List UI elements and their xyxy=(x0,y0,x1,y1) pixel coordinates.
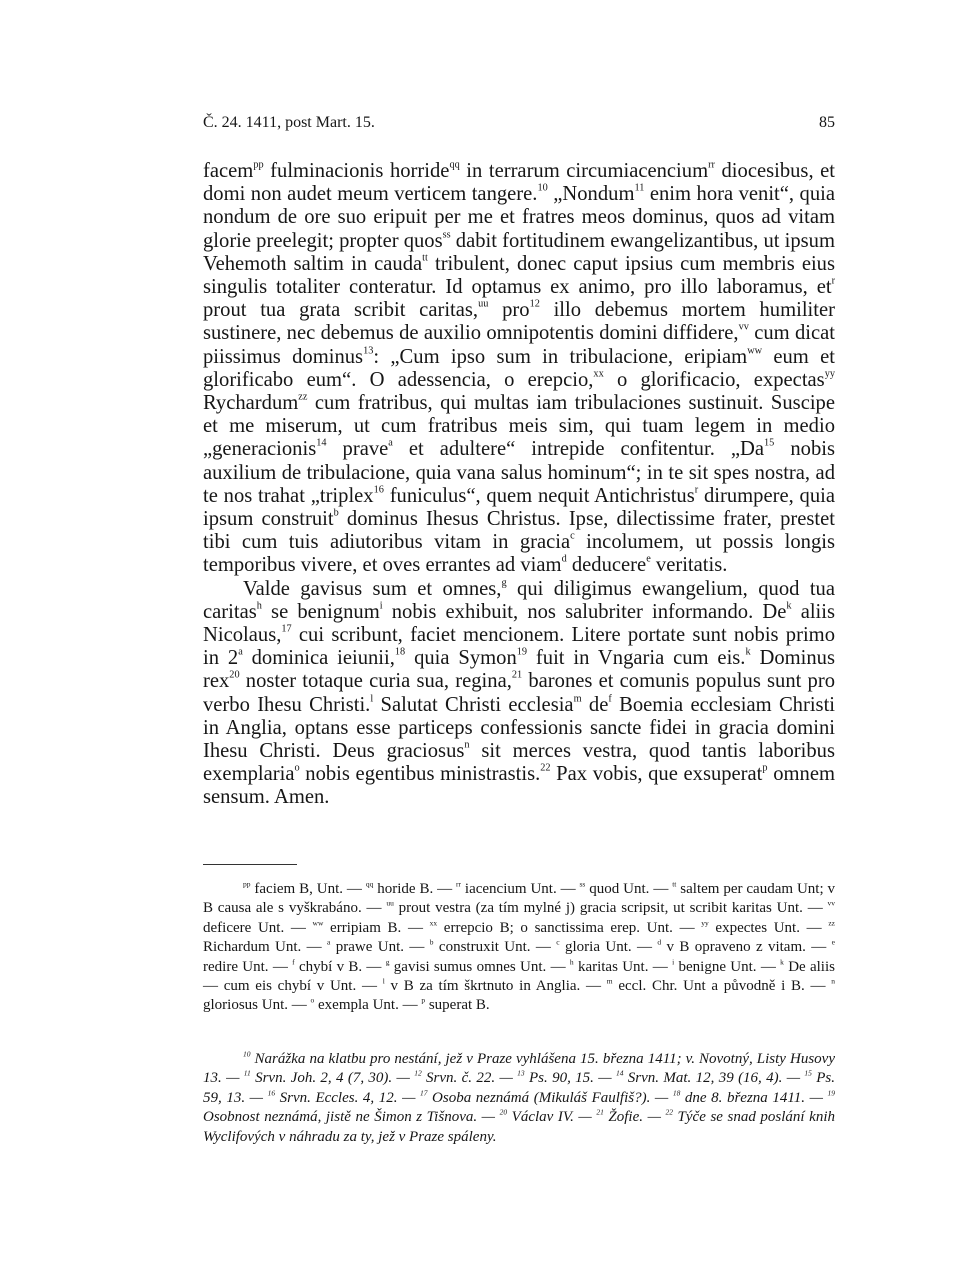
footnote-marker: p xyxy=(421,995,426,1005)
footnote-marker: uu xyxy=(478,298,489,310)
footnote-marker: qq xyxy=(449,159,460,171)
apparatus-text: $^{pp}$ faciem B, Unt. — $^{qq}$ horide B. — $^{rr}$ iacencium Unt. — $^{ss}$ quod Unt. — $^{tt}$ saltem per caudam Unt; v B causa ale s vyškrabáno. — $^{uu}$ prout vestra (za tím mylné j) gracia scripsit, ut scribit karitas Unt. — $^{vv}$ deficere Unt. — $^{ww}$ erripiam B. — $^{xx}$ errepcio B; o sanctissima erep. Unt. — $^{yy}$ expectes Unt. — $^{zz}$ Richardum Unt. — $^a$ prawe Unt. — $^b$ construxit Unt. — $^c$ gloria Unt. — $^d$ v B opraveno z vitam. — $^e$ redire Unt. — $^f$ chybí v B. — $^g$ gavisi sumus omnes Unt. — $^h$ karitas Unt. — $^i$ benigne Unt. — $^k$ De aliis — cum eis chybí v Unt. — $^l$ v B za tím škrtnuto in Anglia. — $^m$ eccl. Chr. Unt a původně i B. — $^n$ gloriosus Unt. — $^o$ exempla Unt. — $^p$ superat B. xyxy=(203,879,836,1014)
footnote-marker: qq xyxy=(365,879,374,889)
footnote-marker: 16 xyxy=(267,1088,276,1098)
footnote-marker: d xyxy=(561,554,567,566)
running-head xyxy=(203,114,835,138)
footnote-marker: zz xyxy=(828,918,835,928)
explanatory-notes xyxy=(203,1050,835,1147)
footnote-marker: 20 xyxy=(499,1107,508,1117)
footnote-marker: b xyxy=(333,507,339,519)
footnote-marker: 21 xyxy=(511,670,523,682)
footnote-marker: 19 xyxy=(516,647,528,658)
footnote-marker: r xyxy=(831,275,835,287)
footnote-marker: pp xyxy=(243,879,251,889)
footnote-marker: f xyxy=(608,693,612,705)
footnote-marker: a xyxy=(388,438,393,450)
footnote-marker: l xyxy=(370,693,374,705)
footnote-marker: xx xyxy=(429,918,438,928)
footnote-marker: 14 xyxy=(316,438,327,450)
footnote-marker: 12 xyxy=(529,298,540,310)
footnote-marker: 17 xyxy=(419,1088,428,1098)
footnote-marker: f xyxy=(292,956,295,966)
footnote-marker: vv xyxy=(827,898,835,908)
page-number: 85 xyxy=(819,114,835,131)
footnote-marker: rr xyxy=(708,159,715,171)
footnote-marker: h xyxy=(569,956,574,966)
footnote-marker: c xyxy=(570,530,575,542)
footnote-marker: i xyxy=(379,600,383,612)
footnote-marker: 20 xyxy=(229,670,240,682)
footnote-marker: p xyxy=(762,763,768,775)
footnote-marker: 11 xyxy=(243,1068,251,1078)
footnote-marker: 13 xyxy=(363,345,374,357)
footnote-marker: h xyxy=(256,600,262,612)
footnote-marker: 15 xyxy=(764,438,775,450)
footnote-marker: vv xyxy=(738,322,749,334)
footnote-marker: yy xyxy=(824,368,835,380)
footnote-marker: 10 xyxy=(537,182,548,194)
main-text xyxy=(203,160,835,810)
footnote-marker: rr xyxy=(456,879,462,889)
footnote-marker: ss xyxy=(579,879,586,889)
footnote-marker: e xyxy=(831,937,835,947)
footnote-marker: zz xyxy=(298,391,308,403)
footnote-marker: e xyxy=(646,554,651,566)
footnote-marker: ss xyxy=(442,229,451,241)
footnote-marker: o xyxy=(310,995,315,1005)
footnote-marker: uu xyxy=(386,898,394,908)
footnote-marker: 21 xyxy=(596,1107,604,1117)
notes-text: $^{10}$ Narážka na klatbu pro nestání, jež v Praze vyhlášena 15. března 1411; v. Novotný, Listy Husovy 13. — $^{11}$ Srvn. Joh. 2, 4 (7, 30). — $^{12}$ Srvn. č. 22. — $^{13}$ Ps. 90, 15. — $^{14}$ Srvn. Mat. 12, 39 (16, 4). — $^{15}$ Ps. 59, 13. — $^{16}$ Srvn. Eccles. 4, 12. — $^{17}$ Osoba neznámá (Mikuláš Faulfiš?). — $^{18}$ dne 8. března 1411. — $^{19}$ Osobnost neznámá, jistě ne Šimon z Tišnova. — $^{20}$ Václav IV. — $^{21}$ Žofie. — $^{22}$ Týče se snad poslání knih Wyclifových v náhradu za ty, jež v Praze spáleny. xyxy=(203,1049,836,1145)
footnote-marker: 14 xyxy=(615,1068,624,1078)
footnote-marker: l xyxy=(382,976,385,986)
footnote-marker: c xyxy=(556,937,560,947)
footnote-marker: ww xyxy=(747,345,763,357)
main-paragraph-1: facem$^{pp}$ fulminacionis horride$^{qq}$ in terrarum circumiacencium$^{rr}$ diocesibus, et domi non audet meum verticem tangere.$^{10}$ „Nondum$^{11}$ enim hora venit“, quia nondum de ore suo eripuit per me et fratres meos dominus, quos ad vitam glorie preelegit; propter quos$^{ss}$ dabit fortitudinem ewangelizantibus, ut ipsum Vehemoth saltim in cauda$^{tt}$ tribulent, donec caput ipsius cum membris eius singulis totaliter conteratur. Id optamus ex animo, pro illo laboramus, $et^r$ prout tua grata scribit caritas,$^{uu}$ pro$^{12}$ illo debemus mortem humiliter sustinere, nec debemus de auxilio omnipotentis domini diffidere,$^{vv}$ cum dicat piissimus dominus$^{13}$: „Cum ipso sum in tribulacione, eripiam$^{ww}$ eum et glorificabo eum“. O adessencia, o erepcio,$^{xx}$ o glorificacio, expectas$^{yy}$ Rychardum$^{zz}$ cum fratribus, qui multas iam tribulaciones sustinuit. Suscipe et me miserum, ut cum fratribus meis sim, qui tuam legem in medio „generacionis$^{14}$ prave$^a$ et adultere“ intrepide confitentur. „Da$^{15}$ nobis auxilium de tribulacione, quia vana salus hominum“; in te sit spes nostra, ad te nos trahat „triplex$^{16}$ funiculus“, quem nequit Antichristus$^r$ dirumpere, quia ipsum construit$^b$ dominus Ihesus Christus. Ipse, dilectissime frater, prestet tibi cum tuis adiutoribus vitam in gracia$^c$ incolumem, ut possis longis temporibus vivere, et oves errantes ad viam$^d$ deducere$^e$ veritatis. xyxy=(203,159,836,577)
footnote-marker: 22 xyxy=(665,1107,673,1117)
footnote-marker: 17 xyxy=(281,623,292,635)
footnote-marker: r xyxy=(694,484,699,496)
footnote-marker: a xyxy=(327,937,331,947)
footnote-marker: n xyxy=(464,739,470,751)
footnote-marker: g xyxy=(385,956,390,966)
running-head-title: Č. 24. 1411, post Mart. 15. xyxy=(203,114,375,131)
footnote-marker: 18 xyxy=(672,1088,681,1098)
footnote-marker: 18 xyxy=(394,647,406,658)
footnote-marker: i xyxy=(672,956,675,966)
footnote-marker: k xyxy=(780,956,784,966)
footnote-marker: m xyxy=(573,693,582,705)
footnote-marker: g xyxy=(501,577,507,589)
footnote-marker: 22 xyxy=(540,763,551,775)
footnote-marker: n xyxy=(831,976,835,986)
footnote-marker: a xyxy=(238,647,243,658)
footnote-marker: 11 xyxy=(634,182,645,194)
footnote-marker: m xyxy=(606,976,613,986)
critical-apparatus xyxy=(203,880,835,1016)
footnote-marker: 13 xyxy=(517,1068,525,1078)
footnote-marker: 12 xyxy=(414,1068,422,1078)
footnote-marker: 16 xyxy=(373,484,384,496)
footnote-marker: k xyxy=(745,647,751,658)
footnote-marker: ww xyxy=(312,918,324,928)
footnote-marker: 19 xyxy=(827,1088,836,1098)
footnote-marker: b xyxy=(429,937,434,947)
footnote-marker: xx xyxy=(593,368,604,380)
footnote-marker: k xyxy=(786,600,792,612)
footnote-marker: 10 xyxy=(243,1049,251,1059)
footnote-marker: tt xyxy=(672,879,677,889)
footnote-marker: d xyxy=(657,937,662,947)
footnote-separator xyxy=(203,864,297,865)
footnote-marker: 15 xyxy=(804,1068,812,1078)
footnote-marker: yy xyxy=(701,918,709,928)
footnote-marker: pp xyxy=(253,159,264,171)
main-paragraph-2: Valde gavisus sum et omnes,$^g$ qui diligimus ewangelium, quod tua caritas$^h$ se benignum$^i$ nobis exhibuit, nos salubriter informando. De$^k$ aliis Nicolaus,$^{17}$ cui scribunt, faciet mencionem. Litere portate sunt nobis primo in 2$^a$ dominica ieiunii,$^{18}$ quia Symon$^{19}$ fuit in Vngaria cum eis.$^k$ Dominus rex$^{20}$ noster totaque curia sua, regina,$^{21}$ barones et comunis populus sunt pro verbo Ihesu Christi.$^l$ Salutat Christi ecclesia$^m$ $de^f$ Boemia ecclesiam Christi in Anglia, optans esse particeps confessionis sancte fidei in gracia domini Ihesu Christi. Deus graciosus$^n$ sit merces vestra, quod tantis laboribus exemplaria$^o$ nobis egentibus ministrastis.$^{22}$ Pax vobis, que exsuperat$^p$ omnem sensum. Amen. xyxy=(203,577,836,809)
footnote-marker: o xyxy=(294,763,300,775)
footnote-marker: tt xyxy=(422,252,428,264)
